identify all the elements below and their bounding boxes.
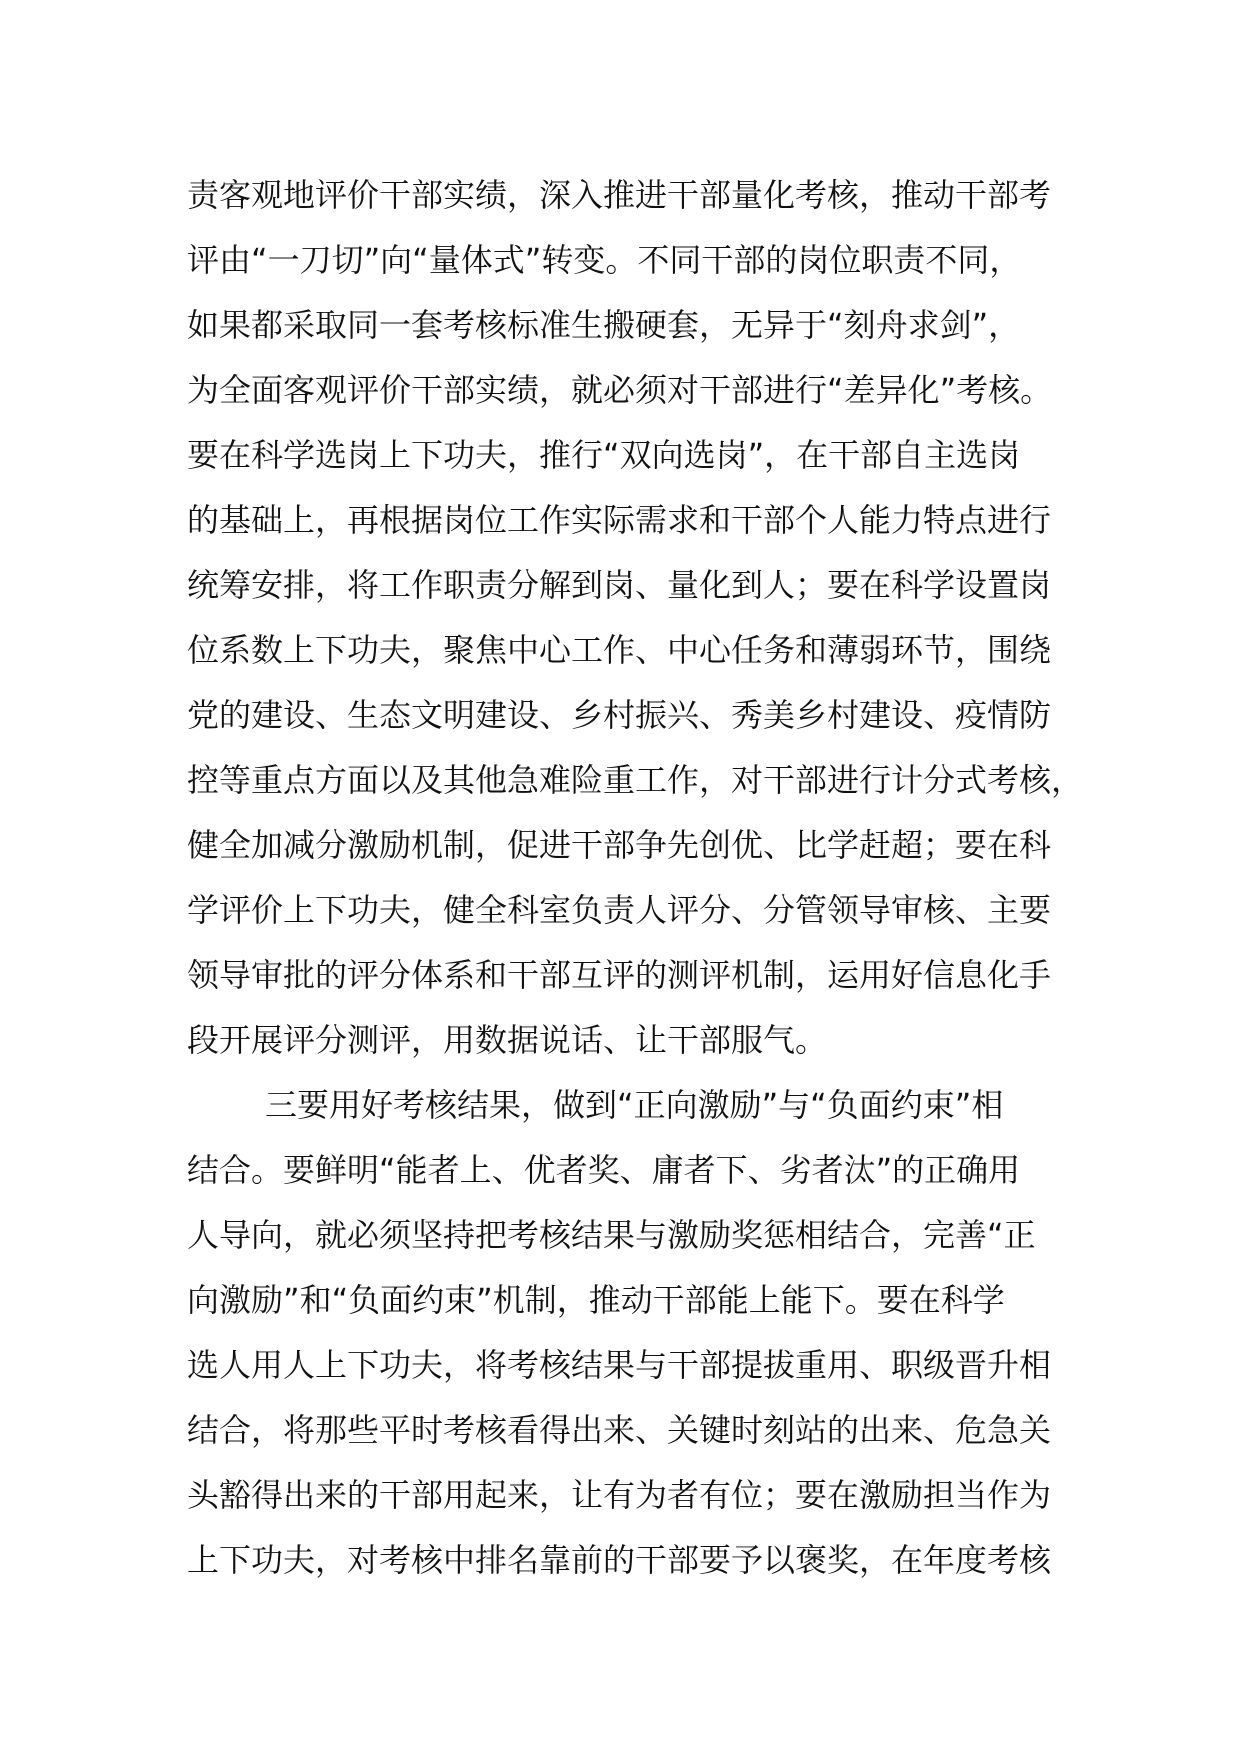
text-line: 党的建设、生态文明建设、乡村振兴、秀美乡村建设、疫情防 — [187, 696, 1052, 734]
text-line: 向激励”和“负面约束”机制，推动干部能上能下。要在科学 — [187, 1281, 1005, 1319]
text-line: 段开展评分测评，用数据说话、让干部服气。 — [187, 1021, 828, 1059]
text-line: 人导向，就必须坚持把考核结果与激励奖惩相结合，完善“正 — [187, 1216, 1036, 1254]
text-line: 位系数上下功夫，聚焦中心工作、中心任务和薄弱环节，围绕 — [187, 631, 1052, 669]
text-line: 统筹安排，将工作职责分解到岗、量化到人；要在科学设置岗 — [187, 566, 1052, 604]
text-line: 学评价上下功夫，健全科室负责人评分、分管领导审核、主要 — [187, 891, 1052, 929]
text-line: 责客观地评价干部实绩，深入推进干部量化考核，推动干部考 — [187, 176, 1052, 214]
text-line: 要在科学选岗上下功夫，推行“双向选岗”，在干部自主选岗 — [187, 436, 1021, 474]
text-line: 头豁得出来的干部用起来，让有为者有位；要在激励担当作为 — [187, 1476, 1052, 1514]
text-line: 健全加减分激励机制，促进干部争先创优、比学赶超；要在科 — [187, 826, 1052, 864]
paragraph-start-line: 三要用好考核结果，做到“正向激励”与“负面约束”相 — [265, 1086, 1004, 1124]
text-line: 结合。要鲜明“能者上、优者奖、庸者下、劣者汰”的正确用 — [187, 1151, 1021, 1189]
text-line: 为全面客观评价干部实绩，就必须对干部进行“差异化”考核。 — [187, 371, 1053, 409]
text-line: 领导审批的评分体系和干部互评的测评机制，运用好信息化手 — [187, 956, 1052, 994]
text-line: 如果都采取同一套考核标准生搬硬套，无异于“刻舟求剑”， — [187, 306, 1021, 344]
body-text — [187, 163, 1087, 1593]
text-line: 选人用人上下功夫，将考核结果与干部提拔重用、职级晋升相 — [187, 1346, 1052, 1384]
text-line: 上下功夫，对考核中排名靠前的干部要予以褒奖，在年度考核 — [187, 1541, 1052, 1579]
text-line: 评由“一刀切”向“量体式”转变。不同干部的岗位职责不同， — [187, 241, 1022, 279]
text-line: 控等重点方面以及其他急难险重工作，对干部进行计分式考核， — [187, 761, 1084, 799]
text-line: 的基础上，再根据岗位工作实际需求和干部个人能力特点进行 — [187, 501, 1052, 539]
text-line: 结合，将那些平时考核看得出来、关键时刻站的出来、危急关 — [187, 1411, 1052, 1449]
